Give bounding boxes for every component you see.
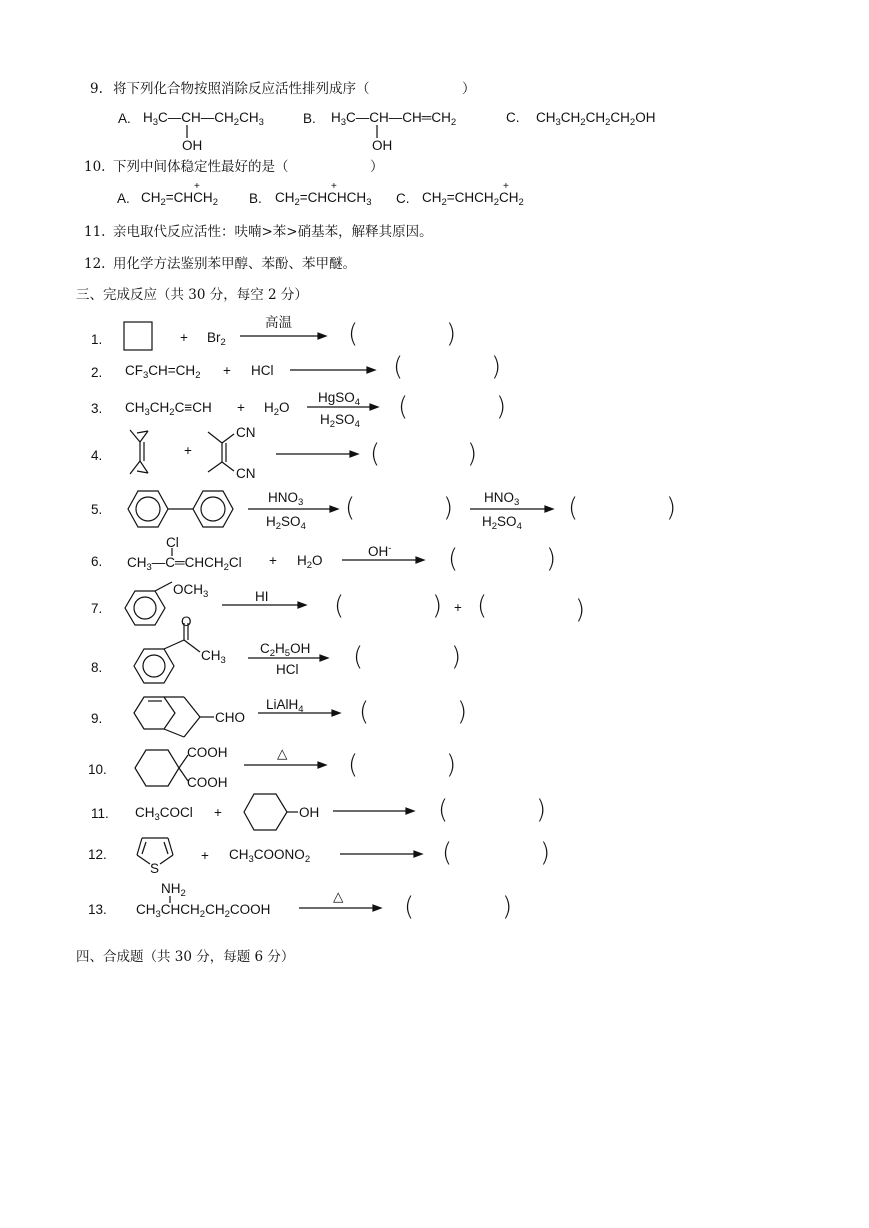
r11-number: 11. bbox=[91, 806, 109, 821]
r1-plus: + bbox=[180, 330, 188, 345]
r7-plus: + bbox=[454, 600, 462, 615]
r1-answer-open: ( bbox=[348, 319, 359, 349]
r6-cl: Cl bbox=[166, 535, 179, 550]
r5-answer-2-open: ( bbox=[568, 493, 579, 523]
r11-answer-close: ) bbox=[536, 795, 547, 825]
r7-answer-2-close: ) bbox=[575, 595, 586, 625]
r2-number: 2. bbox=[91, 365, 103, 380]
r8-methyl: $CH_3$ bbox=[201, 648, 226, 666]
q10-option-a: $CH_2=CHCH_2$ bbox=[141, 190, 218, 208]
r12-answer-close: ) bbox=[540, 838, 551, 868]
r1-reagent: $Br_2$ bbox=[207, 330, 226, 348]
q9-close-paren: ） bbox=[462, 81, 476, 97]
r2-reagent: HCl bbox=[251, 363, 274, 378]
q10-option-b-label: B. bbox=[249, 191, 262, 206]
r6-answer-open: ( bbox=[448, 544, 459, 574]
cyclohexanol-icon bbox=[244, 794, 298, 830]
anisole-icon bbox=[125, 582, 172, 625]
r7-condition: HI bbox=[255, 589, 269, 604]
q12-text: 用化学方法鉴别苯甲醇、苯酚、苯甲醚。 bbox=[113, 256, 356, 272]
r5-number: 5. bbox=[91, 502, 103, 517]
q9-text: 将下列化合物按照消除反应活性排列成序（ bbox=[113, 81, 370, 97]
q10-b-charge: + bbox=[331, 181, 337, 192]
r2-answer-close: ) bbox=[491, 352, 502, 382]
r3-number: 3. bbox=[91, 401, 103, 416]
r13-number: 13. bbox=[88, 902, 107, 917]
q9-number: 9. bbox=[90, 81, 103, 97]
r6-condition: OH- bbox=[368, 543, 392, 559]
r2-plus: + bbox=[223, 363, 231, 378]
r3-answer-open: ( bbox=[398, 392, 409, 422]
r8-number: 8. bbox=[91, 660, 103, 675]
r1-condition: 高温 bbox=[265, 315, 292, 331]
r6-answer-close: ) bbox=[546, 544, 557, 574]
r8-condition-bottom: HCl bbox=[276, 662, 299, 677]
r4-cn-top: CN bbox=[236, 425, 256, 440]
r8-answer-close: ) bbox=[451, 642, 462, 672]
r10-cooh-top: COOH bbox=[187, 745, 228, 760]
r12-sulfur: S bbox=[150, 861, 160, 876]
q9-option-c: $CH_3CH_2CH_2CH_2OH$ bbox=[536, 110, 656, 128]
r7-answer-1-open: ( bbox=[334, 591, 345, 621]
r9-answer-open: ( bbox=[359, 697, 370, 727]
r11-answer-open: ( bbox=[438, 795, 449, 825]
r7-group: $OCH_3$ bbox=[173, 582, 209, 600]
q9-option-a-oh: OH bbox=[182, 138, 203, 153]
r8-carbonyl-o: O bbox=[181, 614, 192, 629]
r10-answer-close: ) bbox=[446, 750, 457, 780]
r12-plus: + bbox=[201, 848, 209, 863]
acetophenone-icon bbox=[134, 623, 200, 683]
q10-option-c-label: C. bbox=[396, 191, 410, 206]
dimethylbutadiene-icon bbox=[130, 430, 148, 474]
r9-group: CHO bbox=[215, 710, 245, 725]
section4-heading: 四、合成题（共 30 分，每题 6 分） bbox=[76, 949, 295, 965]
q10-text: 下列中间体稳定性最好的是（ bbox=[113, 159, 289, 175]
r13-condition: △ bbox=[333, 889, 344, 904]
q10-option-b: $CH_2=CHCHCH_3$ bbox=[275, 190, 372, 208]
r11-substrate: $CH_3COCl$ bbox=[135, 805, 193, 823]
r5-answer-2-close: ) bbox=[666, 493, 677, 523]
cyclobutane-icon bbox=[124, 322, 152, 350]
r4-answer-open: ( bbox=[370, 439, 381, 469]
dimethylmaleonitrile-icon bbox=[208, 432, 234, 472]
r11-plus: + bbox=[214, 805, 222, 820]
r13-answer-open: ( bbox=[404, 892, 415, 922]
r13-answer-close: ) bbox=[502, 892, 513, 922]
r6-reagent: $H_2O$ bbox=[297, 553, 323, 571]
r6-plus: + bbox=[269, 553, 277, 568]
r4-number: 4. bbox=[91, 448, 103, 463]
r2-substrate: $CF_3CH=CH_2$ bbox=[125, 363, 201, 381]
r2-answer-open: ( bbox=[393, 352, 404, 382]
r5-answer-1-open: ( bbox=[345, 493, 356, 523]
r6-substrate: $CH_3—C═CHCH_2Cl$ bbox=[127, 555, 242, 573]
r9-condition: LiAlH$_4$ bbox=[266, 697, 304, 715]
r7-number: 7. bbox=[91, 601, 103, 616]
q9-option-c-label: C. bbox=[506, 110, 520, 125]
q10-c-charge: + bbox=[503, 181, 509, 192]
r7-answer-1-close: ) bbox=[432, 591, 443, 621]
cyclohexane-dicarboxylic-icon bbox=[135, 750, 188, 786]
r12-number: 12. bbox=[88, 847, 107, 862]
r4-cn-bottom: CN bbox=[236, 466, 256, 481]
r8-answer-open: ( bbox=[353, 642, 364, 672]
r1-number: 1. bbox=[91, 332, 103, 347]
q10-option-a-label: A. bbox=[117, 191, 130, 206]
section3-heading: 三、完成反应（共 30 分，每空 2 分） bbox=[76, 287, 308, 303]
r11-oh: OH bbox=[299, 805, 320, 820]
q9-option-b: $H_3C—CH—CH═CH_2$ bbox=[331, 110, 457, 128]
q10-number: 10. bbox=[84, 159, 106, 175]
r13-nh2: $NH_2$ bbox=[161, 881, 186, 899]
r1-answer-close: ) bbox=[446, 319, 457, 349]
r4-answer-close: ) bbox=[467, 439, 478, 469]
r3-condition-bottom: $H_2SO_4$ bbox=[320, 412, 360, 430]
r3-answer-close: ) bbox=[496, 392, 507, 422]
r5-condition-top: $HNO_3$ bbox=[268, 490, 304, 508]
r5-condition-bottom: $H_2SO_4$ bbox=[266, 514, 306, 532]
r3-substrate: $CH_3CH_2C\equiv CH$ bbox=[125, 400, 212, 418]
r9-answer-close: ) bbox=[457, 697, 468, 727]
q9-option-a-label: A. bbox=[118, 111, 131, 126]
r7-answer-2-open: ( bbox=[477, 591, 488, 621]
r3-condition-top: HgSO$_4$ bbox=[318, 390, 361, 408]
r10-cooh-bottom: COOH bbox=[187, 775, 228, 790]
bicyclic-aldehyde-icon bbox=[134, 697, 214, 737]
r6-number: 6. bbox=[91, 554, 103, 569]
q9-option-b-label: B. bbox=[303, 111, 316, 126]
r10-condition: △ bbox=[277, 746, 288, 761]
q12-number: 12. bbox=[84, 256, 106, 272]
r4-plus: + bbox=[184, 443, 192, 458]
q10-close-paren: ） bbox=[370, 159, 384, 175]
r3-plus: + bbox=[237, 400, 245, 415]
r3-reagent: $H_2O$ bbox=[264, 400, 290, 418]
q10-option-c: $CH_2=CHCH_2CH_2$ bbox=[422, 190, 524, 208]
r1-arrowhead bbox=[318, 333, 326, 339]
q10-a-charge: + bbox=[194, 181, 200, 192]
r9-number: 9. bbox=[91, 711, 103, 726]
r13-substrate: $CH_3CHCH_2CH_2COOH$ bbox=[136, 902, 271, 920]
r12-answer-open: ( bbox=[442, 838, 453, 868]
r8-condition-top: $C_2H_5OH$ bbox=[260, 641, 311, 659]
r5-condition2-top: $HNO_3$ bbox=[484, 490, 520, 508]
biphenyl-icon bbox=[128, 491, 233, 527]
r5-answer-1-close: ) bbox=[443, 493, 454, 523]
q9-option-b-oh: OH bbox=[372, 138, 393, 153]
r10-answer-open: ( bbox=[348, 750, 359, 780]
r12-reagent: $CH_3COONO_2$ bbox=[229, 847, 311, 865]
q11-text: 亲电取代反应活性：呋喃>苯>硝基苯，解释其原因。 bbox=[113, 224, 433, 240]
r10-number: 10. bbox=[88, 762, 107, 777]
r5-condition2-bottom: $H_2SO_4$ bbox=[482, 514, 522, 532]
q9-option-a: $H_3C—CH—CH_2CH_3$ bbox=[143, 110, 264, 128]
q11-number: 11. bbox=[84, 224, 106, 240]
